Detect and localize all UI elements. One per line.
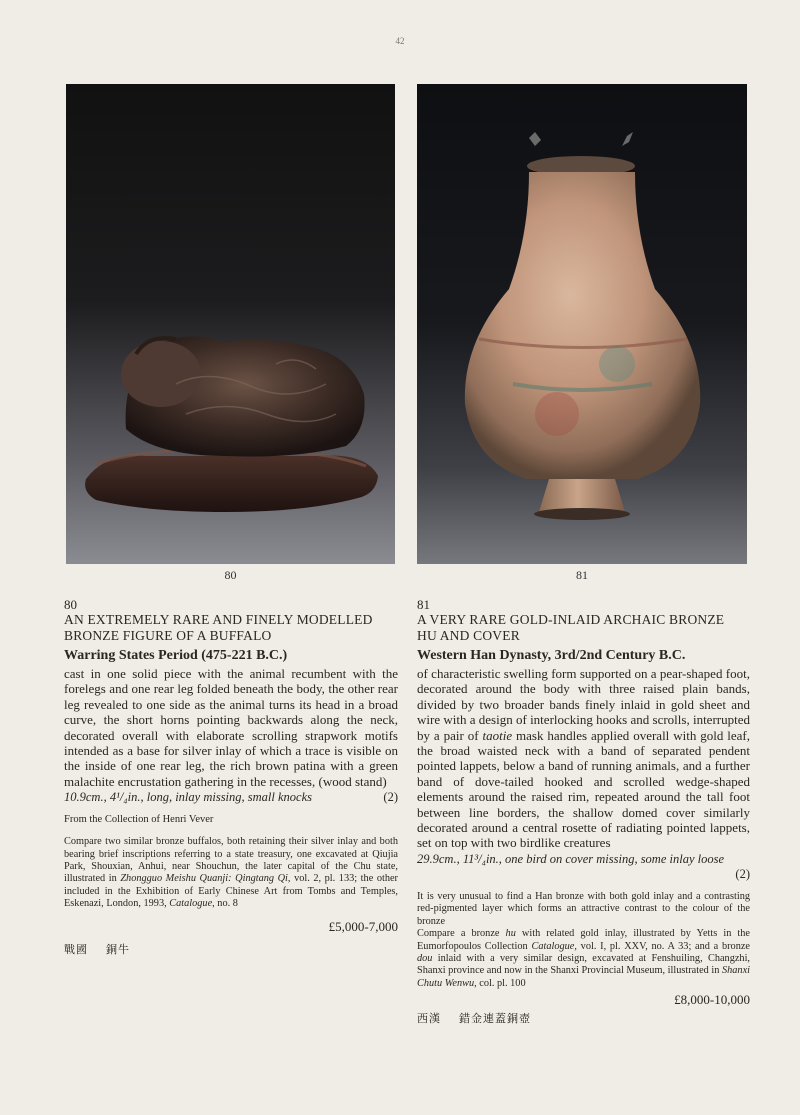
chinese-name: 銅牛 [106,943,130,956]
lot-dimensions: 29.9cm., 11³/₄in., one bird on cover missing, some inlay loose [417,851,725,866]
note-italic: Catalogue [531,940,575,952]
chinese-name: 錯金連蓋銅壺 [459,1013,531,1026]
lot-note-2 [417,928,750,990]
lot-title-line2: BRONZE FIGURE OF A BUFFALO [64,628,272,643]
note-text: with related gold inlay, illustrated by Yetts in the Eumorfopoulos Collection [417,928,750,952]
lot-title-line1: A VERY RARE GOLD-INLAID ARCHAIC BRONZE [417,612,725,627]
lot-title-line2: HU AND COVER [417,628,520,643]
lot-quantity: (2) [383,790,398,805]
photo-caption-80: 80 [224,568,237,582]
note-italic: Catalogue [169,898,213,910]
buffalo-photo [66,84,395,564]
chinese-period: 戰國 [64,943,88,956]
hu-vessel-photo [417,84,747,564]
lot-dimensions: 10.9cm., 4¹/₄in., long, inlay missing, small knocks [64,790,313,805]
lot-estimate: £8,000-10,000 [674,992,750,1008]
desc-text: mask handles applied overall with gold leaf, the broad waisted neck with a band of separated pendent pointed lappets, below a band of running animals, and a further band of dove-tailed hooked and scrolled wedge-shaped elements around the raised rim, repeated around the tall foot between line borders, the shallow domed cover similarly decorated around a central rosette of radiating pointed lappets, set on top with two birdlike creatures [417,727,751,851]
lot-80-entry [64,598,398,957]
lot-provenance: From the Collection of Henri Vever [64,814,214,826]
note-italic: dou [417,952,433,964]
note-text: Compare a bronze [417,928,506,940]
lot-description [417,666,750,851]
lot-note [64,836,398,910]
lot-chinese-title [417,1010,750,1026]
note-italic: hu [505,928,516,940]
note-text: , vol. I, pl. XXV, no. A 33; and a bronze [574,940,750,952]
desc-italic: taotie [482,727,513,743]
lot-period: Western Han Dynasty, 3rd/2nd Century B.C. [417,648,686,663]
lot-81-entry [417,598,750,1026]
lot-quantity: (2) [735,866,750,881]
note-text: inlaid with a very similar design, excavated at Fenshuiling, Changzhi, Shanxi province and now in the Shanxi Provincial Museum, illustrated in [417,952,750,977]
lot-number: 81 [417,597,430,612]
note-italic: Zhongguo Meishu Quanji: Qingtang Qi [120,873,288,885]
note-text: , no. 8 [212,898,238,910]
lot-description: cast in one solid piece with the animal recumbent with the forelegs and one rear leg folded beneath the body, the other rear leg revealed to one side as the animal turns its head in a broad curve, the short horns pointing backwards along the neck, decorated overall with elaborate scrolling strapwork motifs intended as a base for silver inlay of which a trace is visible on the inside of one rear leg, the rich brown patina with a green malachite encrustation gathering in the recesses, (wood stand) [64,666,398,789]
note-italic: Shanxi Chutu Wenwu [417,965,750,989]
lot-dimensions-row [64,789,398,805]
chinese-period: 西漢 [417,1013,441,1026]
lot-chinese-title [64,941,398,957]
lot-note-1: It is very unusual to find a Han bronze with both gold inlay and a contrasting red-pigmented layer which forms an attractive contrast to the colour of the bronze [417,890,750,927]
lot-estimate: £5,000-7,000 [328,918,398,934]
lot-number: 80 [64,597,77,612]
lot-title-line1: AN EXTREMELY RARE AND FINELY MODELLED [64,612,373,627]
lot-period: Warring States Period (475-221 B.C.) [64,648,288,663]
desc-text: of characteristic swelling form supported on a pear-shaped foot, decorated around the body with three raised plain bands, divided by two broader bands finely inlaid in gold sheet and wire with a design of interlocking hooks and scrolls, interrupted by a pair of [417,666,750,743]
note-text: , col. pl. 100 [474,977,526,989]
photo-caption-81: 81 [576,568,588,582]
page-number: 42 [395,36,405,46]
note-text: Compare two similar bronze buffalos, both retaining their silver inlay and both bearing brief inscriptions referring to a state treasury, one excavated at Qiujia Park, Shouxian, Anhui, near Shouchun, the later capital of the Chu state, illustrated in [64,836,398,885]
note-text: , vol. 2, pl. 133; the other included in the Exhibition of Early Chinese Art from Tombs and Temples, Eskenazi, London, 1993, [64,873,398,910]
